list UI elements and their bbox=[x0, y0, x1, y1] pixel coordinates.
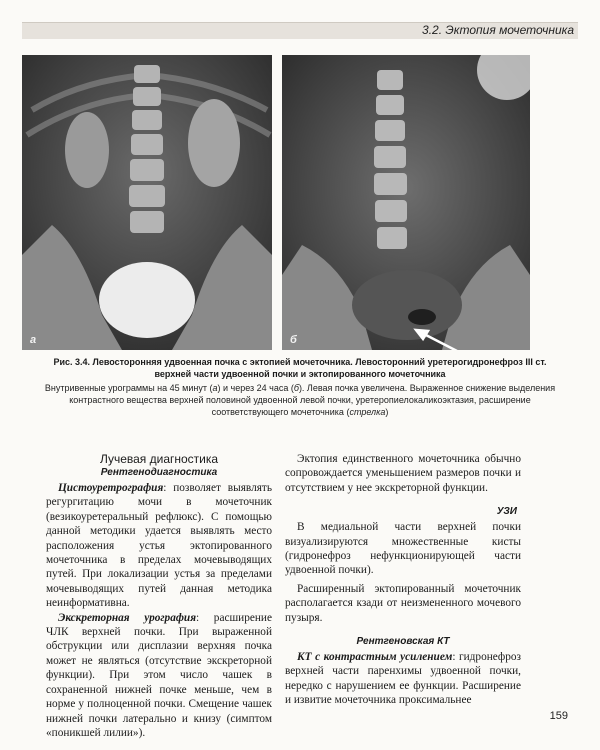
uzi-heading: УЗИ bbox=[496, 506, 517, 518]
figure-label-a: а bbox=[30, 334, 37, 346]
ct-heading: Рентгеновская КТ bbox=[356, 636, 450, 648]
paragraph-uzi-1: В медиальной части верхней почки визуализируются множественные кисты (гидронефроз нефункционирующей части удвоенной почки). bbox=[285, 521, 521, 577]
section-heading: Лучевая диагностика bbox=[99, 452, 219, 466]
xray-figure-a bbox=[22, 55, 272, 350]
figure-caption-body: Внутривенные урограммы на 45 минут (а) и через 24 часа (б). Левая почка увеличена. Выраженное снижение выделения контрастного вещества верхней половиной удвоенной левой почки, уретеропиелокаликоэктазия, расширение соответствующего мочеточника (стрелка) bbox=[44, 383, 556, 417]
running-header-title: 3.2. Эктопия мочеточника bbox=[422, 23, 574, 37]
page-number: 159 bbox=[549, 710, 568, 722]
right-column bbox=[285, 452, 521, 708]
left-column bbox=[46, 452, 272, 740]
paragraph-ct: КТ с контрастным усилением: гидронефроз верхней части паренхимы удвоенной почки, нередко с нарушением ее функции. Расширение и извитие мочеточника проксимальнее bbox=[285, 651, 521, 707]
caption-title-line-2: верхней части удвоенной почки и эктопированного мочеточника bbox=[154, 369, 446, 379]
paragraph-cystourethrography: Цистоуретрография: позволяет выявлять регургитацию мочи в мочеточник (везикоуретеральный рефлюкс). С помощью данной методики удается выявлять место расположения устья эктопированного мочеточника в пределах мочевыводящих путей. При локализации устья за пределами мочевыводящих путей данная методика неинформативна. bbox=[46, 482, 272, 610]
xray-image-b bbox=[282, 55, 530, 350]
subsection-heading: Рентгенодиагностика bbox=[100, 467, 218, 478]
paragraph-excretory-urography: Экскреторная урография: расширение ЧЛК верхней почки. При выраженной обструкции или дисплазии верхняя почка может не являться (отсутствие экскреторной функции). При этом число чашек в сохраненной нижней почке меньше, чем в норме у полноценной почки. Смещение чашек нижней почки латерально и книзу (симптом «поникшей лилии»). bbox=[46, 611, 272, 739]
caption-title-line-1: Рис. 3.4. Левосторонняя удвоенная почка с эктопией мочеточника. Левосторонний уретерогидронефроз III ст. bbox=[53, 357, 547, 367]
figure-label-b: б bbox=[290, 334, 297, 346]
xray-figure-b bbox=[282, 55, 530, 350]
xray-image-a bbox=[22, 55, 272, 350]
paragraph-single-ureter: Эктопия единственного мочеточника обычно сопровождается уменьшением размеров почки и отсутствием у нее экскреторной функции. bbox=[285, 453, 521, 494]
figure-caption-title bbox=[40, 356, 560, 380]
paragraph-uzi-2: Расширенный эктопированный мочеточник располагается кзади от неизмененного мочевого пузыря. bbox=[285, 582, 521, 624]
